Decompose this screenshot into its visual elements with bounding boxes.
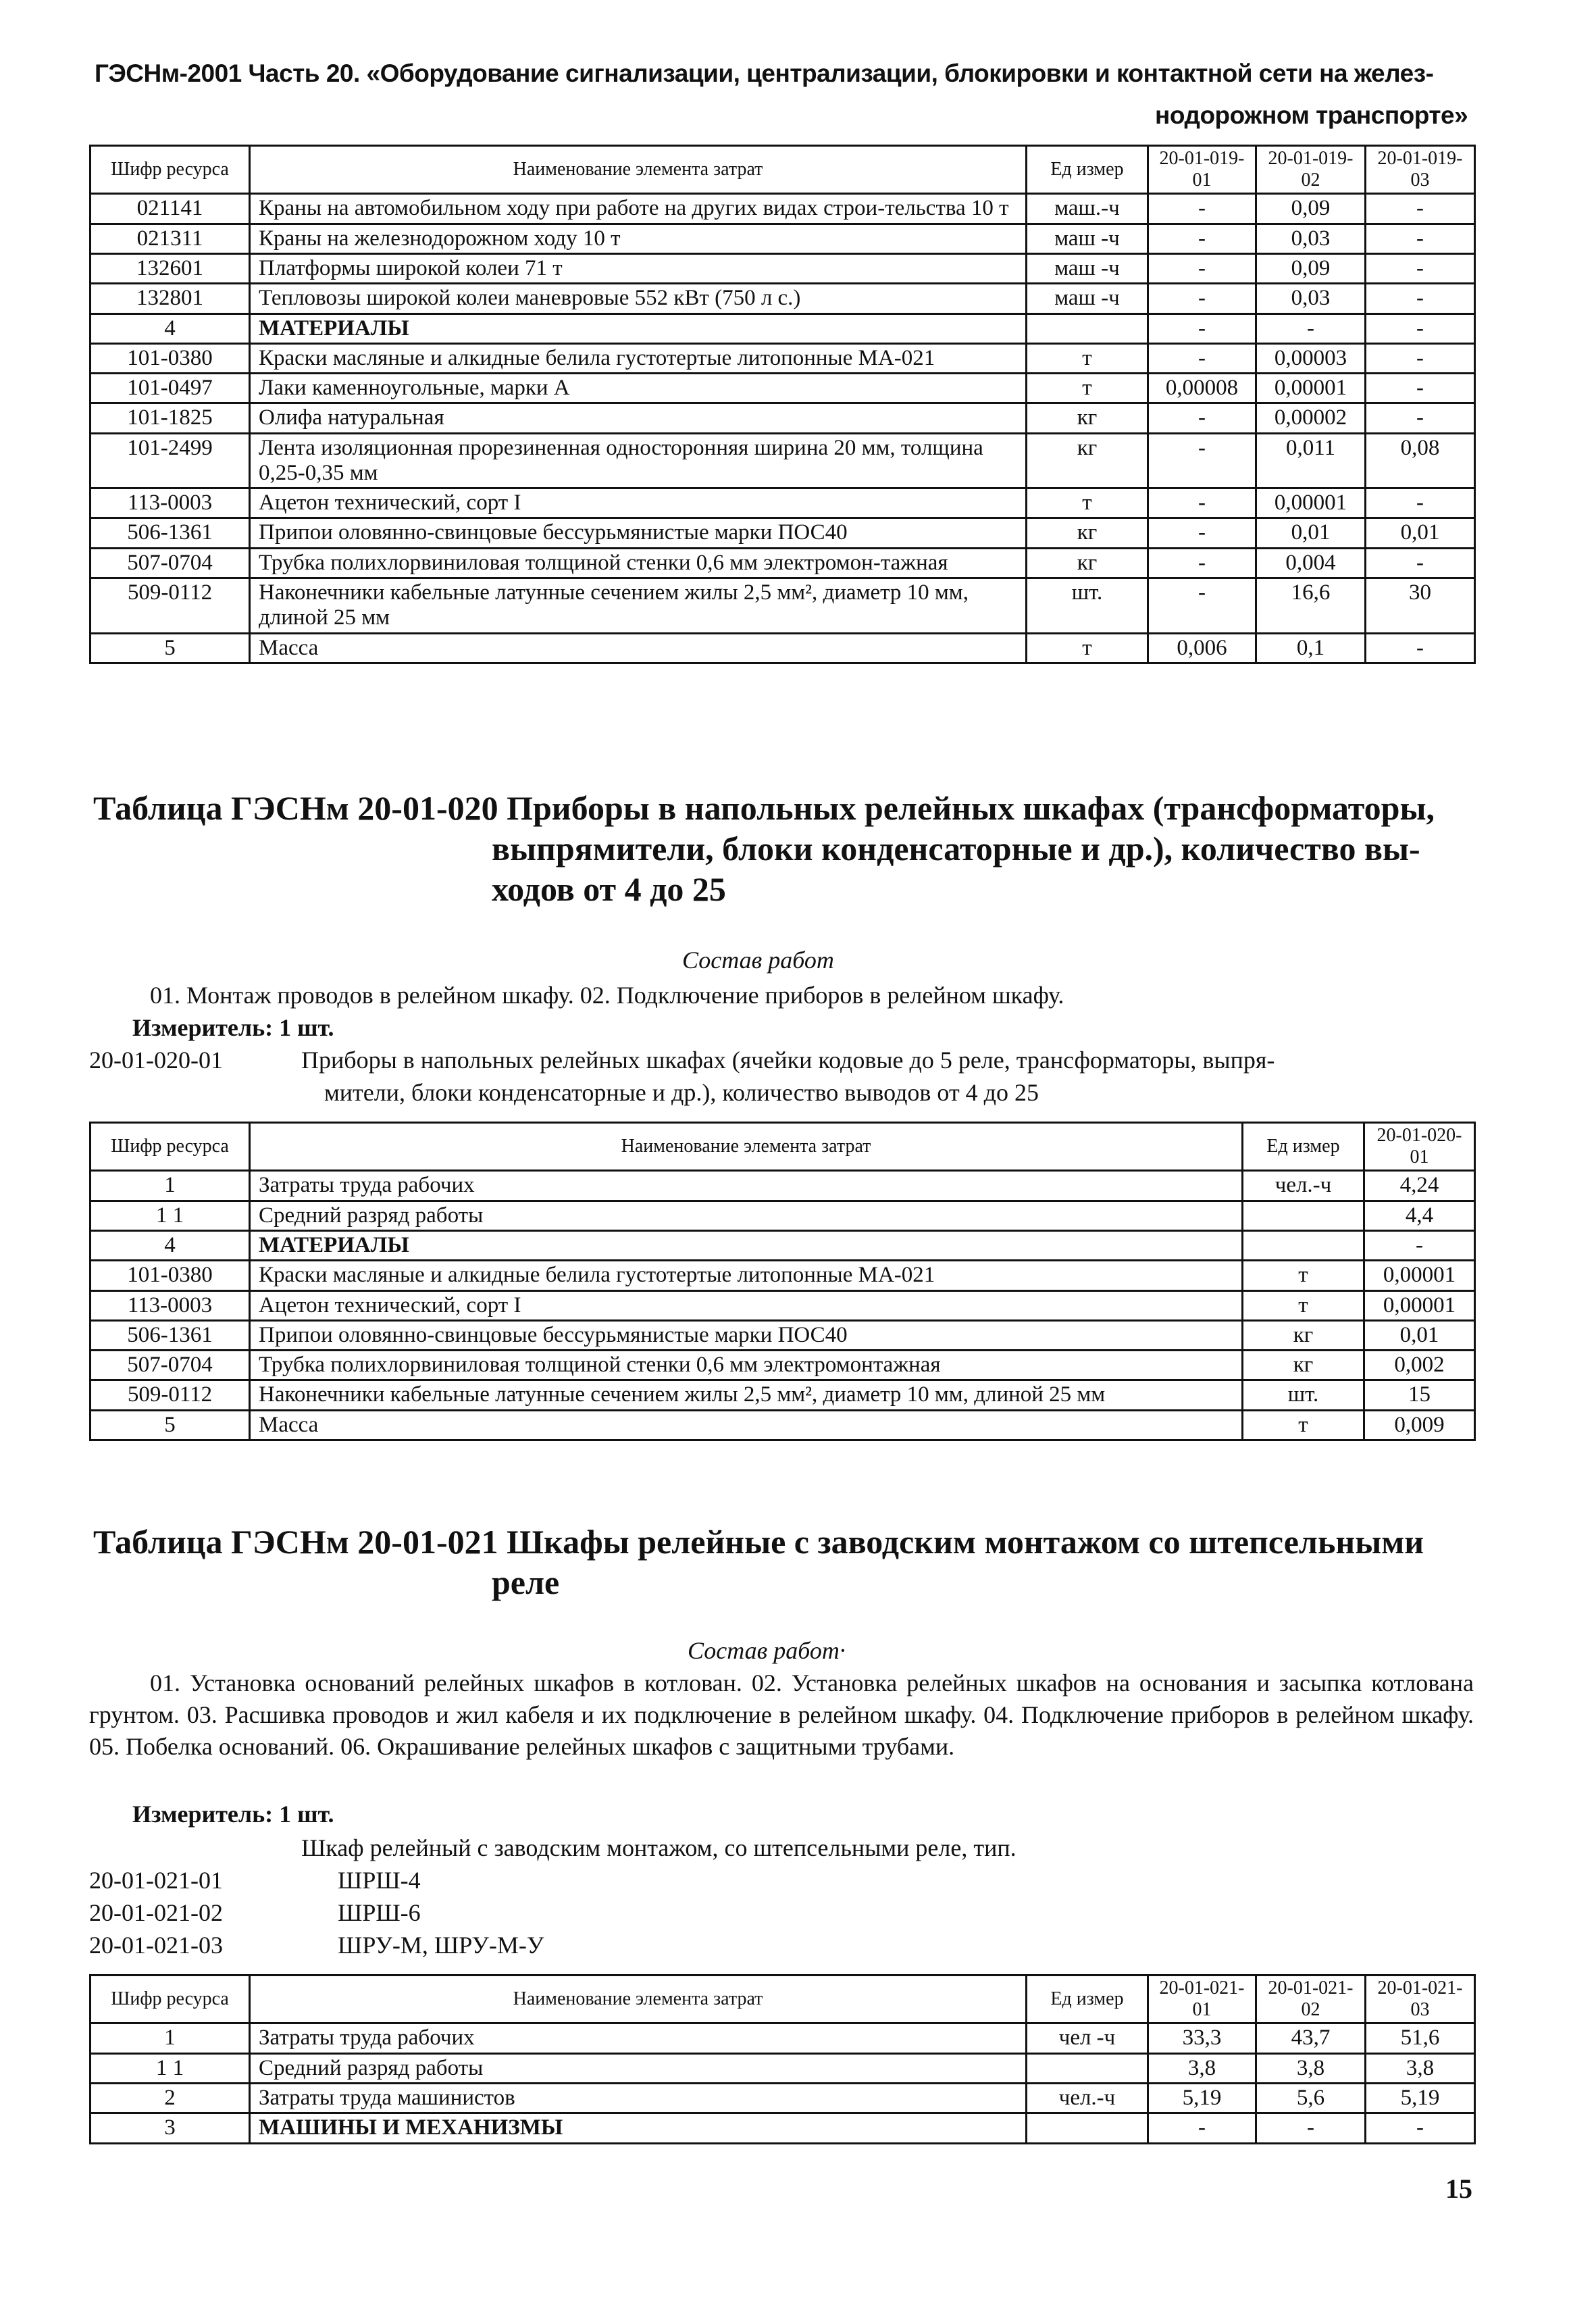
table-row xyxy=(91,1230,1475,1260)
cell-code: 507-0704 xyxy=(91,548,250,578)
table-row xyxy=(91,433,1475,488)
cell-name: Затраты труда рабочих xyxy=(250,2023,1027,2053)
cell-v2: 0,03 xyxy=(1256,224,1366,253)
cell-unit: шт. xyxy=(1027,578,1148,634)
cell-v3: 0,01 xyxy=(1366,518,1475,548)
item-text-020-01-line1: Приборы в напольных релейных шкафах (ячейки кодовые до 5 реле, трансформаторы, выпря- xyxy=(301,1047,1275,1074)
column-header: Наименование элемента затрат xyxy=(250,1123,1243,1171)
column-header: Шифр ресурса xyxy=(91,1976,250,2023)
cell-v2: - xyxy=(1256,2113,1366,2143)
item-code-021-02: 20-01-021-02 xyxy=(89,1899,223,1926)
cell-v2: 0,00003 xyxy=(1256,343,1366,373)
cell-name: Затраты труда машинистов xyxy=(250,2083,1027,2113)
cell-code: 101-0497 xyxy=(91,374,250,403)
resource-table-021 xyxy=(89,1974,1476,2144)
cell-unit: т xyxy=(1027,343,1148,373)
cell-code: 509-0112 xyxy=(91,578,250,634)
cell-v1: 0,006 xyxy=(1148,633,1256,663)
column-header: 20-01-021-03 xyxy=(1366,1976,1475,2023)
cell-code: 113-0003 xyxy=(91,488,250,518)
cell-v3: - xyxy=(1366,194,1475,224)
cell-v1: - xyxy=(1148,253,1256,283)
cell-name: МАТЕРИАЛЫ xyxy=(250,313,1027,343)
table-row xyxy=(91,2053,1475,2083)
cell-unit: чел.-ч xyxy=(1243,1171,1364,1201)
cell-v1: 0,00008 xyxy=(1148,374,1256,403)
cell-v1: - xyxy=(1148,313,1256,343)
cell-code: 101-0380 xyxy=(91,343,250,373)
column-header: 20-01-021-02 xyxy=(1256,1976,1366,2023)
table-row xyxy=(91,1290,1475,1320)
cell-unit: т xyxy=(1243,1261,1364,1290)
cell-v3: - xyxy=(1366,224,1475,253)
cell-unit: кг xyxy=(1243,1320,1364,1350)
cell-name: Наконечники кабельные латунные сечением жилы 2,5 мм², диаметр 10 мм, длиной 25 мм xyxy=(250,1380,1243,1410)
cell-code: 101-1825 xyxy=(91,403,250,433)
page-header-line1: ГЭСНм-2001 Часть 20. «Оборудование сигнализации, централизации, блокировки и контактной сети на желез- xyxy=(95,59,1434,87)
cell-code: 132801 xyxy=(91,284,250,313)
cell-name: Наконечники кабельные латунные сечением жилы 2,5 мм², диаметр 10 мм, длиной 25 мм xyxy=(250,578,1027,634)
table-row xyxy=(91,374,1475,403)
cell-v3: - xyxy=(1366,374,1475,403)
table-row xyxy=(91,1201,1475,1230)
cell-v2: 0,01 xyxy=(1256,518,1366,548)
cell-v3: - xyxy=(1366,313,1475,343)
resource-table-019 xyxy=(89,145,1476,664)
cell-v3: - xyxy=(1366,284,1475,313)
column-header: 20-01-019-01 xyxy=(1148,146,1256,194)
cell-v1: - xyxy=(1148,488,1256,518)
cell-code: 1 xyxy=(91,2023,250,2053)
table-row xyxy=(91,518,1475,548)
cell-name: Средний разряд работы xyxy=(250,1201,1243,1230)
table-header-row xyxy=(91,1123,1475,1171)
cell-code: 5 xyxy=(91,633,250,663)
table-020-title xyxy=(93,788,1485,909)
cell-name: Масса xyxy=(250,1410,1243,1440)
cell-unit xyxy=(1243,1201,1364,1230)
cell-unit: маш.-ч xyxy=(1027,194,1148,224)
cell-code: 4 xyxy=(91,1230,250,1260)
cell-name: Средний разряд работы xyxy=(250,2053,1027,2083)
cell-code: 509-0112 xyxy=(91,1380,250,1410)
cell-v3: 5,19 xyxy=(1366,2083,1475,2113)
cell-unit xyxy=(1027,2053,1148,2083)
cell-v3: 30 xyxy=(1366,578,1475,634)
cell-name: Ацетон технический, сорт I xyxy=(250,1290,1243,1320)
cell-name: Ацетон технический, сорт I xyxy=(250,488,1027,518)
table-row xyxy=(91,253,1475,283)
table-row xyxy=(91,1380,1475,1410)
table-row xyxy=(91,2083,1475,2113)
cell-name: Тепловозы широкой колеи маневровые 552 кВт (750 л с.) xyxy=(250,284,1027,313)
table-020-title-line1: Таблица ГЭСНм 20-01-020 Приборы в напольных релейных шкафах (трансформаторы, xyxy=(93,789,1435,827)
cell-unit: шт. xyxy=(1243,1380,1364,1410)
cell-v1: - xyxy=(1148,518,1256,548)
cell-v2: 16,6 xyxy=(1256,578,1366,634)
column-header: 20-01-020-01 xyxy=(1364,1123,1475,1171)
cell-code: 506-1361 xyxy=(91,518,250,548)
cell-name: Платформы широкой колеи 71 т xyxy=(250,253,1027,283)
cell-v1: 33,3 xyxy=(1148,2023,1256,2053)
cell-v1: 4,4 xyxy=(1364,1201,1475,1230)
cell-unit xyxy=(1027,2113,1148,2143)
cell-code: 132601 xyxy=(91,253,250,283)
measure-020: Измеритель: 1 шт. xyxy=(132,1014,334,1041)
cell-v3: - xyxy=(1366,343,1475,373)
cell-unit: кг xyxy=(1027,403,1148,433)
cell-v2: 43,7 xyxy=(1256,2023,1366,2053)
cell-code: 021141 xyxy=(91,194,250,224)
item-code-021-01: 20-01-021-01 xyxy=(89,1867,223,1894)
cell-name: Олифа натуральная xyxy=(250,403,1027,433)
measure-021: Измеритель: 1 шт. xyxy=(132,1801,334,1828)
cell-v2: 0,00001 xyxy=(1256,374,1366,403)
cell-v2: 0,03 xyxy=(1256,284,1366,313)
cell-unit: кг xyxy=(1027,518,1148,548)
column-header: 20-01-019-03 xyxy=(1366,146,1475,194)
cell-code: 1 xyxy=(91,1171,250,1201)
cell-v2: 0,00001 xyxy=(1256,488,1366,518)
item-text-021-02: ШРШ-6 xyxy=(338,1899,421,1926)
cell-v2: - xyxy=(1256,313,1366,343)
cell-unit: маш -ч xyxy=(1027,284,1148,313)
cell-v1: 0,002 xyxy=(1364,1351,1475,1380)
works-heading-020: Состав работ xyxy=(682,947,834,974)
cell-name: Лаки каменноугольные, марки А xyxy=(250,374,1027,403)
page-number: 15 xyxy=(1445,2173,1472,2204)
table-row xyxy=(91,194,1475,224)
item-code-020-01: 20-01-020-01 xyxy=(89,1047,223,1074)
cell-v1: - xyxy=(1148,284,1256,313)
cell-v1: 15 xyxy=(1364,1380,1475,1410)
item-code-021-03: 20-01-021-03 xyxy=(89,1932,223,1959)
cell-v2: 0,09 xyxy=(1256,253,1366,283)
cell-v1: 0,00001 xyxy=(1364,1290,1475,1320)
table-row xyxy=(91,1261,1475,1290)
cell-v3: 3,8 xyxy=(1366,2053,1475,2083)
cell-code: 5 xyxy=(91,1410,250,1440)
column-header: Шифр ресурса xyxy=(91,1123,250,1171)
table-021-title-line1: Таблица ГЭСНм 20-01-021 Шкафы релейные с заводским монтажом со штепсельными xyxy=(93,1523,1424,1561)
cell-code: 507-0704 xyxy=(91,1351,250,1380)
cell-v1: - xyxy=(1148,194,1256,224)
cell-unit: чел -ч xyxy=(1027,2023,1148,2053)
table-020-title-line3: ходов от 4 до 25 xyxy=(492,870,726,908)
cell-v2: 0,09 xyxy=(1256,194,1366,224)
cell-name: Краны на автомобильном ходу при работе на других видах строи-тельства 10 т xyxy=(250,194,1027,224)
column-header: 20-01-021-01 xyxy=(1148,1976,1256,2023)
cell-unit: т xyxy=(1027,488,1148,518)
table-021-title xyxy=(93,1521,1485,1603)
cell-v3: 0,08 xyxy=(1366,433,1475,488)
resource-table-020 xyxy=(89,1122,1476,1441)
works-text-021: 01. Установка оснований релейных шкафов в котлован. 02. Установка релейных шкафов на основания и засыпка котлована грунтом. 03. Расшивка проводов и жил кабеля и их подключение в релейном шкафу. 04. Подключение приборов в релейном шкафу. 05. Побелка оснований. 06. Окрашивание релейных шкафов с защитными трубами. xyxy=(89,1669,1474,1760)
cell-unit xyxy=(1027,313,1148,343)
cell-v1: 5,19 xyxy=(1148,2083,1256,2113)
cell-name: Краски масляные и алкидные белила густотертые литопонные МА-021 xyxy=(250,343,1027,373)
cell-v1: - xyxy=(1364,1230,1475,1260)
table-header-row xyxy=(91,146,1475,194)
column-header: Шифр ресурса xyxy=(91,146,250,194)
cell-name: Трубка полихлорвиниловая толщиной стенки 0,6 мм электромон-тажная xyxy=(250,548,1027,578)
cell-name: Затраты труда рабочих xyxy=(250,1171,1243,1201)
cell-v2: 0,004 xyxy=(1256,548,1366,578)
cell-v1: - xyxy=(1148,403,1256,433)
cell-code: 506-1361 xyxy=(91,1320,250,1350)
cell-code: 1 1 xyxy=(91,2053,250,2083)
table-row xyxy=(91,578,1475,634)
cell-code: 101-0380 xyxy=(91,1261,250,1290)
table-row xyxy=(91,403,1475,433)
item-text-021-01: ШРШ-4 xyxy=(338,1867,421,1894)
cell-v3: - xyxy=(1366,403,1475,433)
cell-name: МАТЕРИАЛЫ xyxy=(250,1230,1243,1260)
page-header-line2: нодорожном транспорте» xyxy=(1155,101,1468,129)
column-header: Ед измер xyxy=(1027,146,1148,194)
cell-code: 021311 xyxy=(91,224,250,253)
table-row xyxy=(91,548,1475,578)
table-row xyxy=(91,284,1475,313)
table-020-title-line2: выпрямители, блоки конденсаторные и др.), количество вы- xyxy=(492,830,1420,867)
cell-v3: - xyxy=(1366,253,1475,283)
table-row xyxy=(91,1351,1475,1380)
cell-unit xyxy=(1243,1230,1364,1260)
cell-v1: 0,01 xyxy=(1364,1320,1475,1350)
cell-v3: - xyxy=(1366,488,1475,518)
cell-v3: - xyxy=(1366,633,1475,663)
cell-code: 113-0003 xyxy=(91,1290,250,1320)
cell-unit: кг xyxy=(1027,548,1148,578)
table-row xyxy=(91,313,1475,343)
cell-name: Лента изоляционная прорезиненная односторонняя ширина 20 мм, толщина 0,25-0,35 мм xyxy=(250,433,1027,488)
table-row xyxy=(91,343,1475,373)
cell-unit: кг xyxy=(1027,433,1148,488)
table-header-row xyxy=(91,1976,1475,2023)
table-row xyxy=(91,488,1475,518)
cell-code: 4 xyxy=(91,313,250,343)
cell-unit: т xyxy=(1243,1290,1364,1320)
cell-name: Припои оловянно-свинцовые бессурьмянистые марки ПОС40 xyxy=(250,1320,1243,1350)
cell-v1: - xyxy=(1148,433,1256,488)
table-row xyxy=(91,633,1475,663)
table-row xyxy=(91,1410,1475,1440)
item-text-021-03: ШРУ-М, ШРУ-М-У xyxy=(338,1932,544,1959)
cell-name: Припои оловянно-свинцовые бессурьмянистые марки ПОС40 xyxy=(250,518,1027,548)
cell-v2: 0,011 xyxy=(1256,433,1366,488)
cell-v1: - xyxy=(1148,548,1256,578)
cell-v3: - xyxy=(1366,548,1475,578)
cell-v2: 5,6 xyxy=(1256,2083,1366,2113)
cell-v1: 0,00001 xyxy=(1364,1261,1475,1290)
table-row xyxy=(91,2113,1475,2143)
cell-unit: т xyxy=(1243,1410,1364,1440)
cell-unit: чел.-ч xyxy=(1027,2083,1148,2113)
item-text-020-01-line2: мители, блоки конденсаторные и др.), количество выводов от 4 до 25 xyxy=(324,1079,1039,1106)
table-row xyxy=(91,2023,1475,2053)
column-header: 20-01-019-02 xyxy=(1256,146,1366,194)
table-row xyxy=(91,1171,1475,1201)
cell-code: 101-2499 xyxy=(91,433,250,488)
cell-code: 2 xyxy=(91,2083,250,2113)
works-text-020: 01. Монтаж проводов в релейном шкафу. 02. Подключение приборов в релейном шкафу. xyxy=(150,982,1064,1009)
cell-unit: маш -ч xyxy=(1027,224,1148,253)
cell-code: 3 xyxy=(91,2113,250,2143)
cell-name: Краски масляные и алкидные белила густотертые литопонные МА-021 xyxy=(250,1261,1243,1290)
cell-v1: - xyxy=(1148,2113,1256,2143)
column-header: Наименование элемента затрат xyxy=(250,1976,1027,2023)
cell-v2: 3,8 xyxy=(1256,2053,1366,2083)
cell-v2: 0,1 xyxy=(1256,633,1366,663)
cell-name: МАШИНЫ И МЕХАНИЗМЫ xyxy=(250,2113,1027,2143)
cell-unit: т xyxy=(1027,374,1148,403)
cell-code: 1 1 xyxy=(91,1201,250,1230)
works-heading-021: Состав работ· xyxy=(688,1637,846,1664)
column-header: Ед измер xyxy=(1027,1976,1148,2023)
table-row xyxy=(91,1320,1475,1350)
cell-v1: - xyxy=(1148,578,1256,634)
column-header: Наименование элемента затрат xyxy=(250,146,1027,194)
cell-v1: 0,009 xyxy=(1364,1410,1475,1440)
cell-name: Масса xyxy=(250,633,1027,663)
cell-v3: - xyxy=(1366,2113,1475,2143)
cell-v1: - xyxy=(1148,343,1256,373)
cell-unit: т xyxy=(1027,633,1148,663)
table-021-title-line2: реле xyxy=(492,1563,560,1601)
cell-unit: кг xyxy=(1243,1351,1364,1380)
cell-v1: 3,8 xyxy=(1148,2053,1256,2083)
table-row xyxy=(91,224,1475,253)
intro-021: Шкаф релейный с заводским монтажом, со штепсельными реле, тип. xyxy=(301,1834,1016,1861)
cell-name: Краны на железнодорожном ходу 10 т xyxy=(250,224,1027,253)
cell-unit: маш -ч xyxy=(1027,253,1148,283)
cell-name: Трубка полихлорвиниловая толщиной стенки 0,6 мм электромонтажная xyxy=(250,1351,1243,1380)
cell-v3: 51,6 xyxy=(1366,2023,1475,2053)
cell-v1: 4,24 xyxy=(1364,1171,1475,1201)
cell-v2: 0,00002 xyxy=(1256,403,1366,433)
column-header: Ед измер xyxy=(1243,1123,1364,1171)
cell-v1: - xyxy=(1148,224,1256,253)
